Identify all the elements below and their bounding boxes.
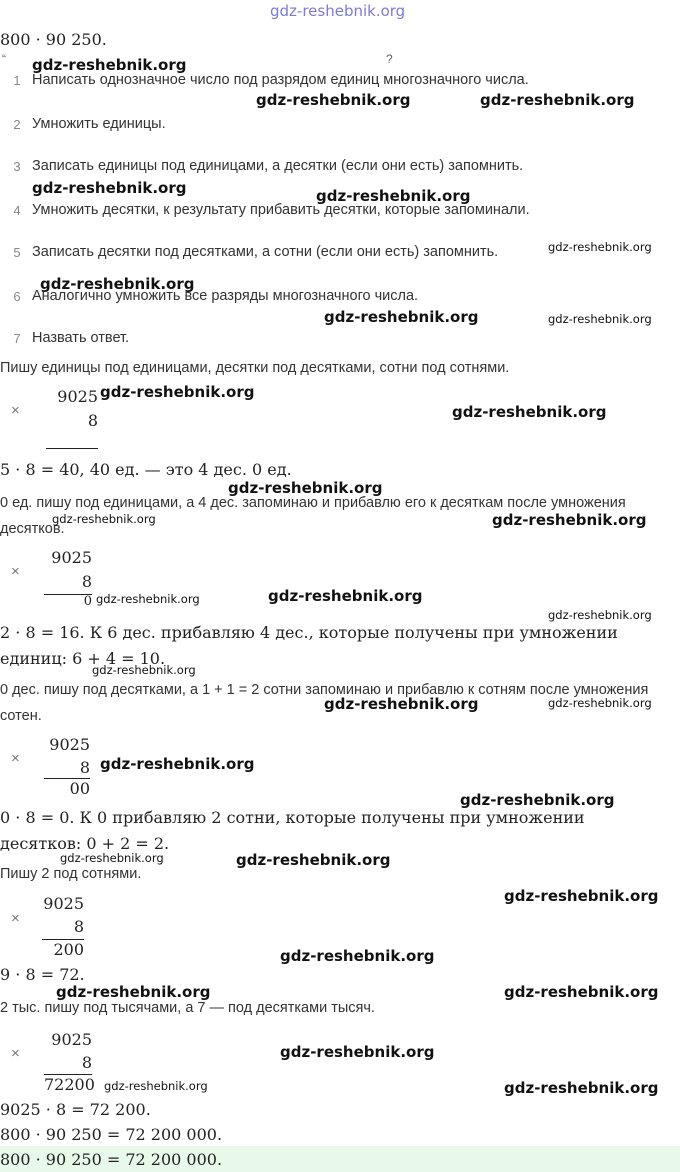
- multiply-sign: ×: [11, 402, 20, 419]
- step-number: 3: [13, 159, 21, 174]
- partial-result: 00: [69, 779, 90, 798]
- solution-line: Пишу 2 под сотнями.: [0, 866, 142, 882]
- watermark[interactable]: gdz-reshebnik.org: [492, 511, 647, 529]
- watermark[interactable]: gdz-reshebnik.org: [104, 1079, 208, 1093]
- watermark[interactable]: gdz-reshebnik.org: [452, 403, 607, 421]
- watermark[interactable]: gdz-reshebnik.org: [548, 696, 652, 710]
- step-text: Записать единицы под единицами, а десятки (если они есть) запомнить.: [32, 158, 524, 174]
- watermark[interactable]: gdz-reshebnik.org: [548, 608, 652, 622]
- watermark[interactable]: gdz-reshebnik.org: [32, 179, 187, 197]
- multiplicand: 9025: [51, 1030, 92, 1049]
- step-text: Назвать ответ.: [32, 330, 130, 346]
- multiplicand: 9025: [49, 735, 90, 754]
- multiplier: 8: [81, 572, 92, 591]
- watermark[interactable]: gdz-reshebnik.org: [92, 663, 196, 677]
- watermark[interactable]: gdz-reshebnik.org: [548, 312, 652, 326]
- multiplicand: 9025: [57, 387, 98, 406]
- watermark[interactable]: gdz-reshebnik.org: [236, 851, 391, 869]
- watermark[interactable]: gdz-reshebnik.org: [504, 887, 659, 905]
- solution-line: 5 · 8 = 40, 40 ед. — это 4 дес. 0 ед.: [0, 460, 292, 479]
- multiplier: 8: [73, 917, 84, 936]
- solution-line: 2 тыс. пишу под тысячами, а 7 — под десятками тысяч.: [0, 1000, 375, 1016]
- watermark[interactable]: gdz-reshebnik.org: [548, 240, 652, 254]
- multiply-sign: ×: [11, 563, 20, 580]
- step-number: 6: [13, 289, 21, 304]
- partial-result: 0: [83, 594, 92, 609]
- step-number: 5: [13, 245, 21, 260]
- solution-paragraph: 0 дес. пишу под десятками, а 1 + 1 = 2 сотни запоминаю и прибавлю к сотням после умножения сотен.: [0, 682, 649, 724]
- watermark[interactable]: gdz-reshebnik.org: [52, 512, 156, 526]
- watermark[interactable]: gdz-reshebnik.org: [256, 91, 411, 109]
- watermark[interactable]: gdz-reshebnik.org: [324, 308, 479, 326]
- solution-line: 800 · 90 250 = 72 200 000.: [0, 1125, 223, 1144]
- multiplicand: 9025: [51, 548, 92, 567]
- watermark[interactable]: gdz-reshebnik.org: [96, 592, 200, 606]
- watermark[interactable]: gdz-reshebnik.org: [324, 695, 479, 713]
- solution-intro: Пишу единицы под единицами, десятки под десятками, сотни под сотнями.: [0, 360, 510, 376]
- watermark[interactable]: gdz-reshebnik.org: [100, 755, 255, 773]
- solution-paragraph: 2 · 8 = 16. К 6 дес. прибавляю 4 дес., которые получены при умножении единиц: 6 + 4 = 10.: [0, 623, 618, 668]
- result-rule: [46, 448, 98, 449]
- watermark[interactable]: gdz-reshebnik.org: [504, 1079, 659, 1097]
- multiply-sign: ×: [11, 750, 20, 767]
- step-text: Аналогично умножить все разряды многозначного числа.: [32, 288, 419, 304]
- watermark[interactable]: gdz-reshebnik.org: [480, 91, 635, 109]
- step-number: 7: [13, 331, 21, 346]
- step-text: Умножить единицы.: [32, 116, 166, 132]
- watermark[interactable]: gdz-reshebnik.org: [268, 587, 423, 605]
- step-number: 4: [13, 203, 21, 218]
- multiplicand: 9025: [43, 894, 84, 913]
- step-text: Записать десятки под десятками, а сотни (если они есть) запомнить.: [32, 244, 499, 260]
- watermark-top[interactable]: gdz-reshebnik.org: [270, 2, 406, 20]
- watermark[interactable]: gdz-reshebnik.org: [280, 947, 435, 965]
- step-number: 1: [13, 73, 21, 88]
- step-text: Умножить десятки, к результату прибавить десятки, которые запоминали.: [32, 202, 530, 218]
- watermark[interactable]: gdz-reshebnik.org: [228, 479, 383, 497]
- problem-expression: 800 · 90 250.: [0, 30, 107, 49]
- solution-line: 9 · 8 = 72.: [0, 965, 85, 984]
- step-text: Написать однозначное число под разрядом единиц многозначного числа.: [32, 72, 529, 88]
- watermark[interactable]: gdz-reshebnik.org: [40, 275, 195, 293]
- multiply-sign: ×: [11, 910, 20, 927]
- partial-result: 72200: [44, 1075, 95, 1094]
- solution-paragraph: 0 ед. пишу под единицами, а 4 дес. запоминаю и прибавлю его к десяткам после умножения десятков.: [0, 495, 626, 537]
- clipped-mark-left: “: [2, 52, 6, 66]
- partial-result: 200: [53, 940, 84, 959]
- clipped-mark-right: ?: [386, 52, 393, 66]
- multiplier: 8: [87, 411, 98, 430]
- watermark[interactable]: gdz-reshebnik.org: [504, 983, 659, 1001]
- step-number: 2: [13, 117, 21, 132]
- solution-line: 9025 · 8 = 72 200.: [0, 1100, 151, 1119]
- watermark[interactable]: gdz-reshebnik.org: [56, 983, 211, 1001]
- watermark[interactable]: gdz-reshebnik.org: [32, 56, 187, 74]
- watermark[interactable]: gdz-reshebnik.org: [316, 187, 471, 205]
- multiplier: 8: [81, 1053, 92, 1072]
- watermark[interactable]: gdz-reshebnik.org: [60, 851, 164, 865]
- watermark[interactable]: gdz-reshebnik.org: [100, 383, 255, 401]
- watermark[interactable]: gdz-reshebnik.org: [280, 1043, 435, 1061]
- final-answer: 800 · 90 250 = 72 200 000.: [0, 1150, 223, 1169]
- watermark[interactable]: gdz-reshebnik.org: [460, 791, 615, 809]
- multiply-sign: ×: [11, 1045, 20, 1062]
- multiplier: 8: [79, 758, 90, 777]
- solution-paragraph: 0 · 8 = 0. К 0 прибавляю 2 сотни, которые получены при умножении десятков: 0 + 2 = 2.: [0, 808, 585, 853]
